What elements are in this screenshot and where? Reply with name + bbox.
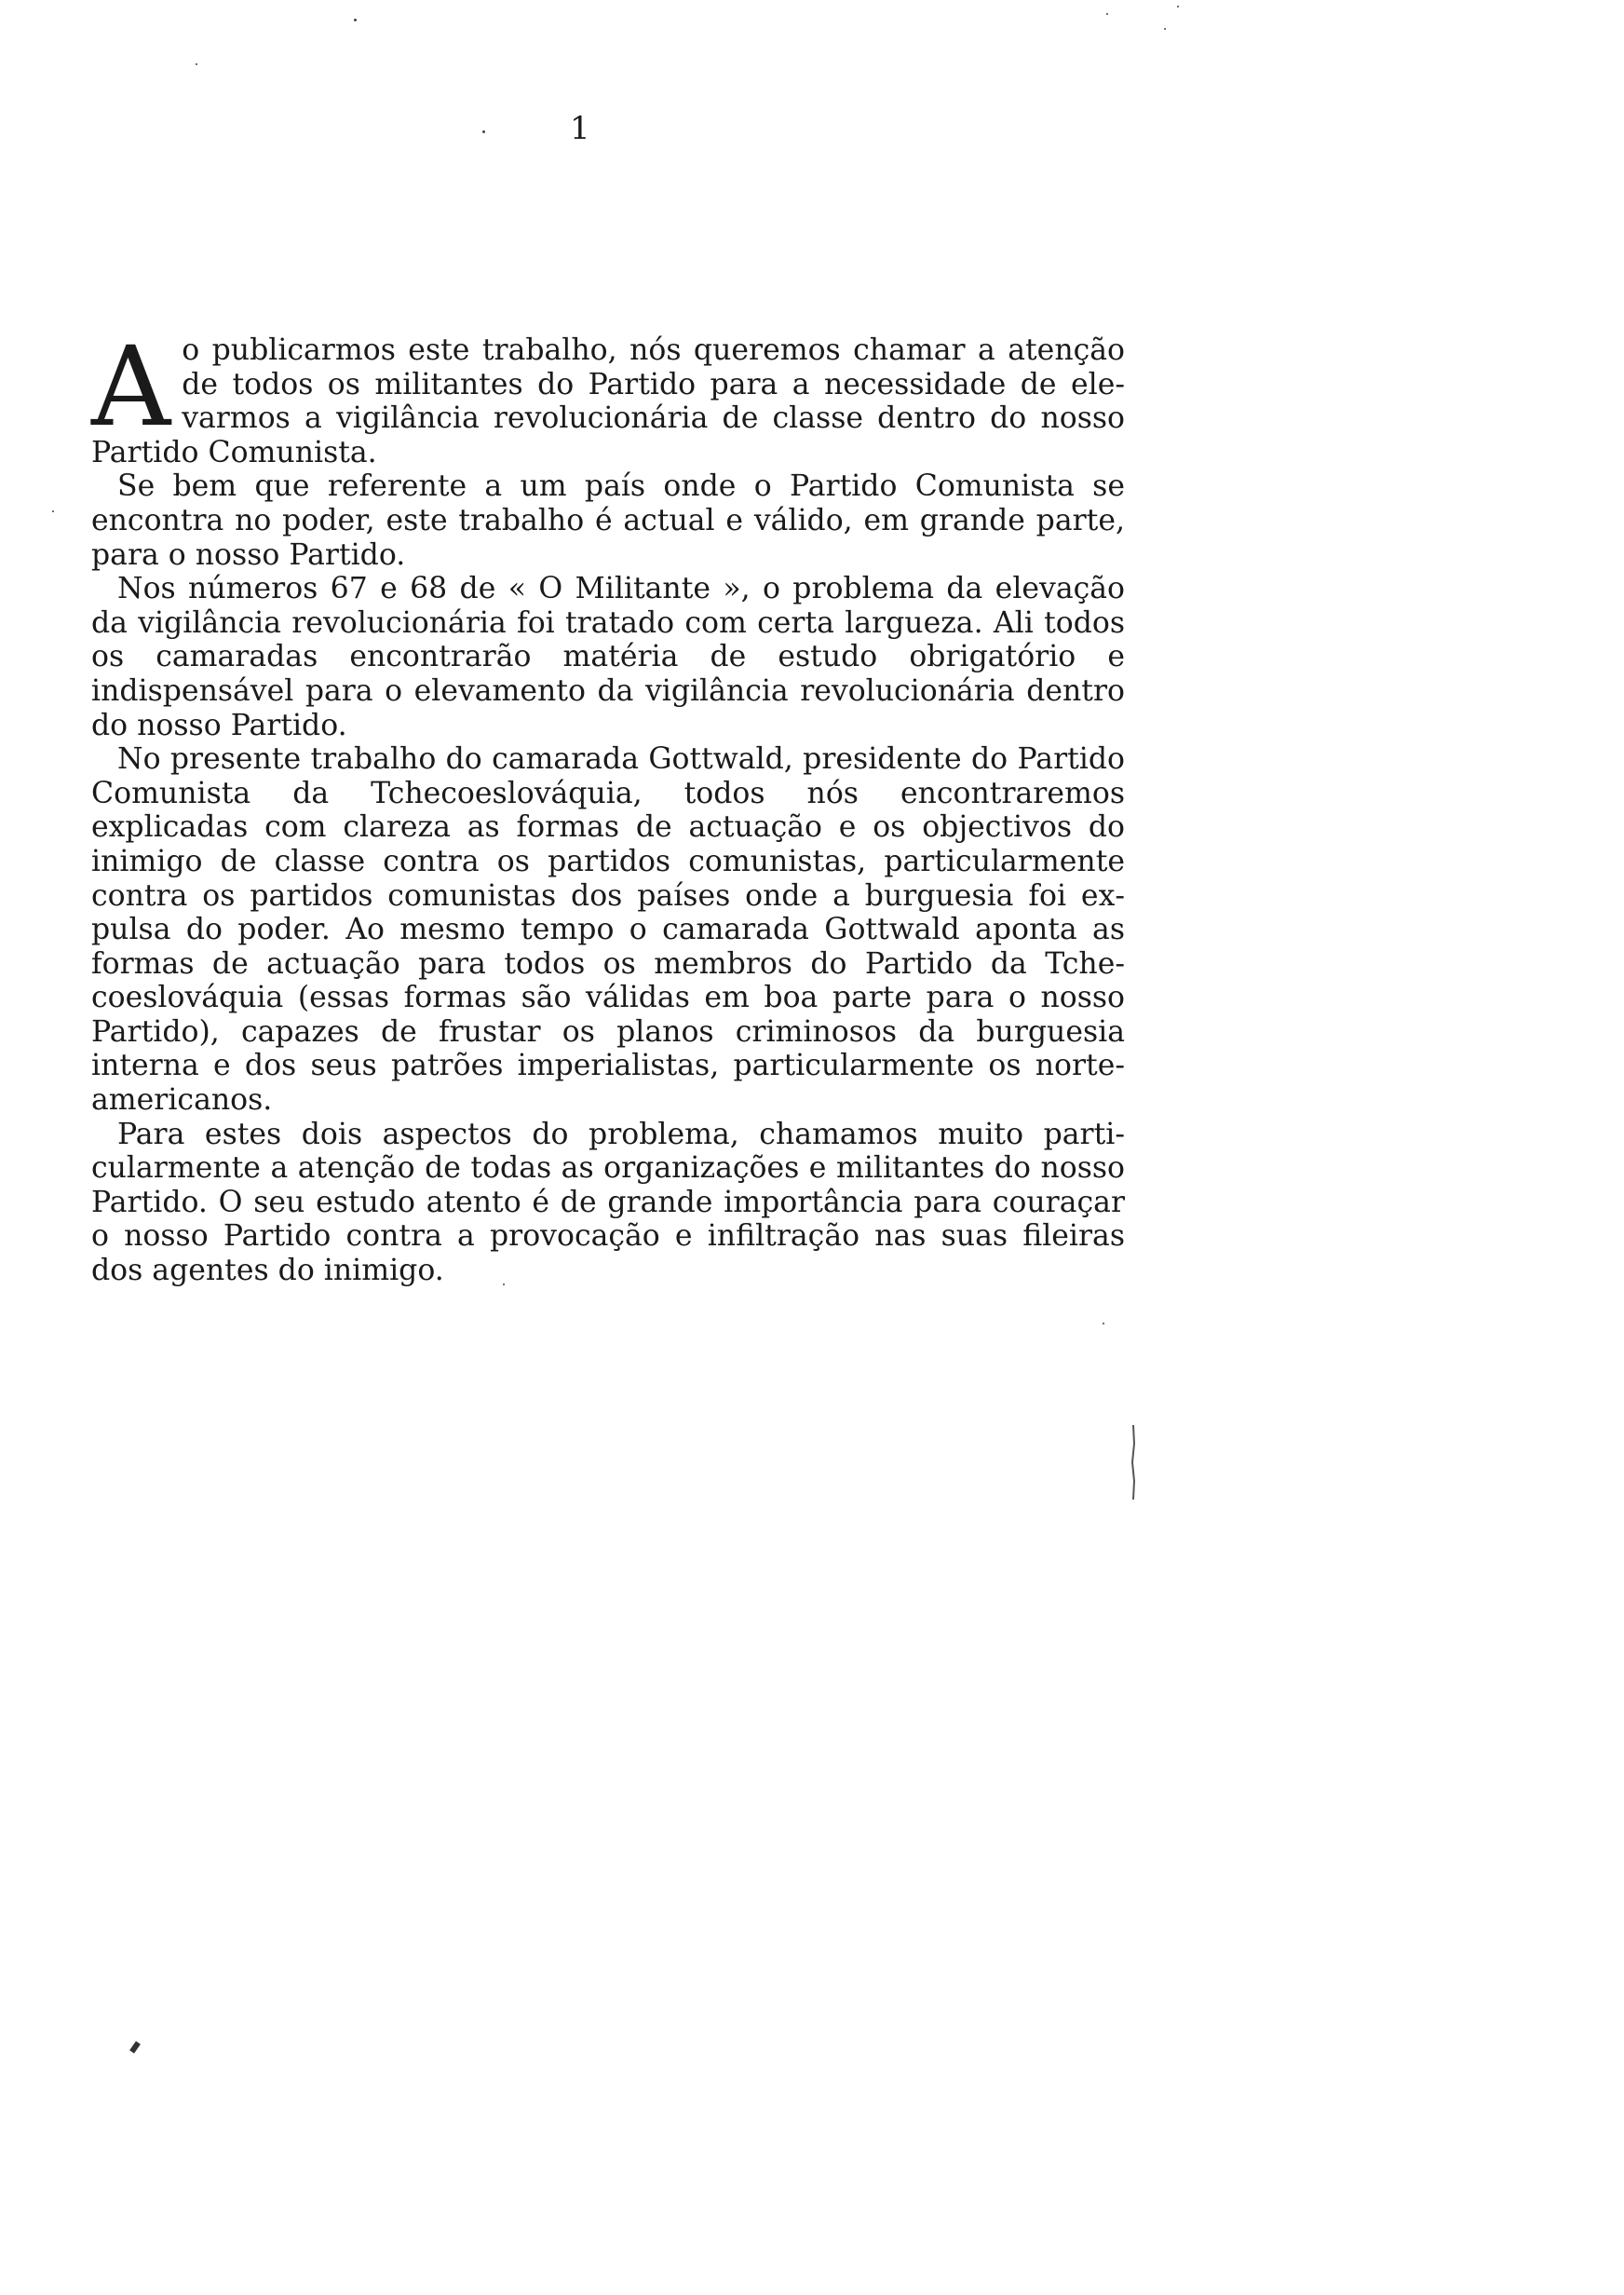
scan-scratch [1130,1425,1136,1500]
scan-speck [1164,28,1166,30]
body-text [91,322,1125,1288]
paragraph-intro-text: o publicarmos este trabalho, nós queremos chamar a atenção de todos os militantes do Partido para a necessidade de elevarmos a vigilância revolucionária de classe dentro do nosso Partido Comunista. [91,333,1125,469]
scan-speck [52,510,54,512]
scan-speck [196,63,197,65]
paragraph-call-to-attention: Para estes dois aspectos do problema, chamamos muito particularmente a atenção de todas as organizações e militantes do nosso Partido. O seu estudo atento é de grande importância para couraçar o nosso Partido contra a provocação e infiltração nas suas fileiras dos agentes do inimigo. [91,1117,1125,1288]
scan-speck [1177,6,1179,7]
scan-speck [482,130,485,133]
drop-cap: A [91,322,171,451]
scan-speck [1106,13,1108,15]
scan-mark [129,2041,141,2053]
paragraph-gottwald-work: No presente trabalho do camarada Gottwald, presidente do Partido Comunista da Tchecoeslováquia, todos nós encontraremos explicadas com clareza as formas de actuação e os objectivos do inimigo de classe contra os partidos comunistas, particularmente contra os partidos comunistas dos países onde a burguesia foi expulsa do poder. Ao mesmo tempo o camarada Gottwald aponta as formas de actuação para todos os membros do Partido da Tchecoeslováquia (essas formas são válidas em boa parte para o nosso Partido), capazes de frustar os planos criminosos da burguesia interna e dos seus patrões imperialistas, particularmente os norte-americanos. [91,742,1125,1118]
scan-speck [1103,1323,1104,1324]
scan-speck [503,1283,505,1285]
paragraph-militante-reference: Nos números 67 e 68 de « O Militante », o problema da elevação da vigilância revolucionária foi tratado com certa largueza. Ali todos os camaradas encontrarão matéria de estudo obrigatório e indispensável para o elevamento da vigilância revolucionária dentro do nosso Partido. [91,572,1125,742]
paragraph-intro [91,322,1125,469]
page-number: 1 [570,110,590,147]
scan-speck [354,19,357,21]
paragraph-relevance: Se bem que referente a um país onde o Partido Comunista se encontra no poder, este trabalho é actual e válido, em grande parte, para o nosso Partido. [91,469,1125,572]
